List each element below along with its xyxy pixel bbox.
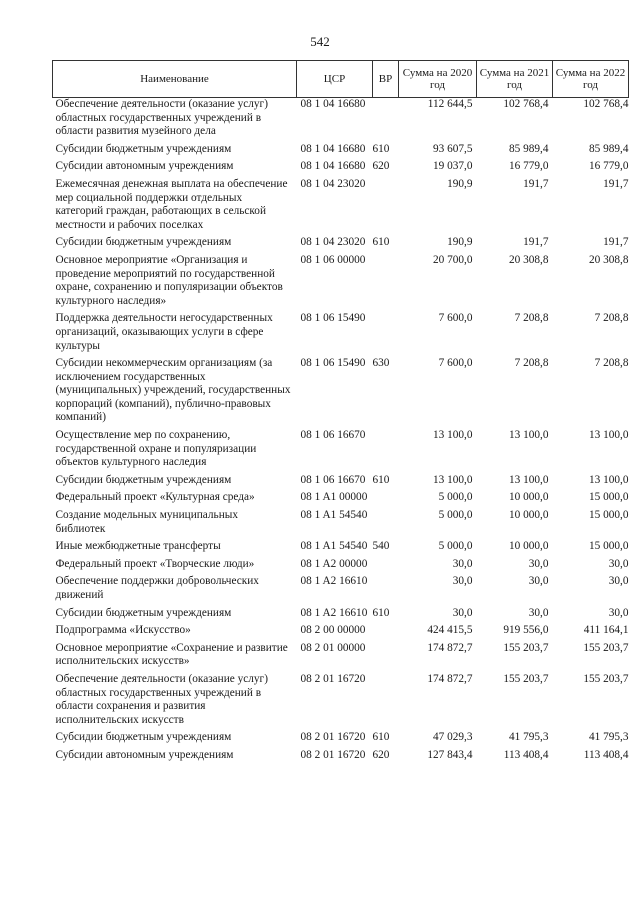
table-row	[53, 236, 629, 254]
cell-sum-2021: 30,0	[528, 575, 549, 588]
table-row	[53, 624, 629, 642]
cell-csr: 08 1 04 23020	[300, 236, 366, 249]
cell-sum-2022: 41 795,3	[588, 731, 629, 744]
table-row	[53, 642, 629, 673]
cell-sum-2021: 191,7	[523, 236, 549, 249]
cell-vr: 610	[372, 236, 390, 249]
cell-sum-2022: 30,0	[608, 557, 629, 570]
table-row	[53, 160, 629, 178]
cell-csr: 08 1 06 16670	[300, 473, 366, 486]
cell-csr: 08 1 04 23020	[300, 177, 366, 190]
cell-sum-2020: 190,9	[447, 177, 473, 190]
cell-sum-2022: 13 100,0	[588, 473, 629, 486]
cell-sum-2021: 30,0	[528, 557, 549, 570]
cell-name: Федеральный проект «Культурная среда»	[55, 491, 255, 504]
cell-sum-2021: 10 000,0	[508, 491, 549, 504]
cell-sum-2020: 127 843,4	[427, 748, 473, 761]
cell-csr: 08 2 01 16720	[300, 672, 366, 685]
table-row	[53, 509, 629, 540]
cell-sum-2020: 30,0	[452, 606, 473, 619]
cell-sum-2021: 20 308,8	[508, 253, 549, 266]
cell-vr: 610	[372, 142, 390, 155]
cell-sum-2022: 30,0	[608, 606, 629, 619]
cell-sum-2020: 424 415,5	[427, 624, 473, 637]
table-row	[53, 558, 629, 576]
cell-sum-2022: 20 308,8	[588, 253, 629, 266]
cell-sum-2022: 15 000,0	[588, 540, 629, 553]
table-row	[53, 312, 629, 357]
cell-csr: 08 1 06 00000	[300, 253, 366, 266]
cell-sum-2021: 30,0	[528, 606, 549, 619]
header-vr: ВР	[373, 61, 399, 98]
cell-csr: 08 1 04 16680	[300, 160, 366, 173]
cell-name: Поддержка деятельности негосударственных организаций, оказывающих услуги в сфере культуры	[55, 312, 273, 352]
cell-sum-2022: 191,7	[603, 177, 629, 190]
cell-sum-2021: 155 203,7	[503, 672, 549, 685]
cell-name: Федеральный проект «Творческие люди»	[55, 557, 255, 570]
cell-sum-2020: 7 600,0	[438, 357, 473, 370]
table-row	[53, 98, 629, 143]
cell-sum-2022: 113 408,4	[583, 748, 629, 761]
cell-name: Осуществление мер по сохранению, государственной охране и популяризации объектов культурного наследия	[55, 429, 257, 469]
table-row	[53, 429, 629, 474]
header-2021: Сумма на 2021 год	[477, 61, 553, 98]
table-row	[53, 673, 629, 731]
cell-sum-2022: 15 000,0	[588, 491, 629, 504]
cell-sum-2020: 5 000,0	[438, 509, 473, 522]
cell-sum-2021: 191,7	[523, 177, 549, 190]
header-name: Наименование	[53, 61, 297, 98]
table-row	[53, 357, 629, 429]
cell-csr: 08 2 01 16720	[300, 731, 366, 744]
cell-sum-2020: 47 029,3	[432, 731, 473, 744]
cell-sum-2021: 919 556,0	[503, 624, 549, 637]
header-csr: ЦСР	[297, 61, 373, 98]
cell-sum-2022: 85 989,4	[588, 142, 629, 155]
cell-sum-2022: 102 768,4	[583, 98, 629, 110]
cell-sum-2021: 102 768,4	[503, 98, 549, 110]
cell-name: Субсидии автономным учреждениям	[55, 160, 234, 173]
cell-sum-2020: 13 100,0	[432, 473, 473, 486]
cell-sum-2021: 113 408,4	[503, 748, 549, 761]
cell-sum-2021: 7 208,8	[514, 312, 549, 325]
cell-csr: 08 1 04 16680	[300, 142, 366, 155]
cell-sum-2022: 155 203,7	[583, 641, 629, 654]
cell-csr: 08 1 A2 16610	[300, 606, 368, 619]
cell-name: Создание модельных муниципальных библиотек	[55, 509, 238, 535]
cell-name: Субсидии бюджетным учреждениям	[55, 606, 232, 619]
cell-sum-2022: 16 779,0	[588, 160, 629, 173]
cell-sum-2022: 411 164,1	[583, 624, 629, 637]
table-row	[53, 731, 629, 749]
cell-name: Обеспечение поддержки добровольческих движений	[55, 575, 259, 601]
cell-sum-2021: 10 000,0	[508, 540, 549, 553]
cell-csr: 08 2 00 00000	[300, 624, 366, 637]
table-row	[53, 178, 629, 236]
cell-name: Ежемесячная денежная выплата на обеспечение мер социальной поддержки отдельных категорий граждан, работающих в сельской местности и рабочих поселках	[55, 177, 288, 231]
cell-sum-2021: 10 000,0	[508, 509, 549, 522]
cell-name: Обеспечение деятельности (оказание услуг) областных государственных учреждений в области развития музейного дела	[55, 98, 268, 138]
cell-vr	[373, 254, 399, 312]
cell-sum-2020: 174 872,7	[427, 672, 473, 685]
cell-sum-2022: 30,0	[608, 575, 629, 588]
table-row	[53, 575, 629, 606]
cell-sum-2021: 16 779,0	[508, 160, 549, 173]
table-row	[53, 474, 629, 492]
cell-csr: 08 1 A1 00000	[300, 491, 368, 504]
cell-csr: 08 1 A1 54540	[300, 509, 368, 522]
cell-vr	[373, 509, 399, 540]
cell-csr: 08 1 A2 00000	[300, 557, 368, 570]
cell-vr: 540	[372, 540, 390, 553]
cell-vr: 620	[372, 748, 390, 761]
cell-name: Субсидии бюджетным учреждениям	[55, 731, 232, 744]
cell-vr	[373, 642, 399, 673]
cell-sum-2020: 30,0	[452, 557, 473, 570]
cell-sum-2021: 155 203,7	[503, 641, 549, 654]
cell-sum-2022: 13 100,0	[588, 429, 629, 442]
cell-csr: 08 1 06 16670	[300, 429, 366, 442]
cell-csr: 08 1 06 15490	[300, 312, 366, 325]
cell-name: Субсидии бюджетным учреждениям	[55, 142, 232, 155]
header-2020: Сумма на 2020 год	[399, 61, 477, 98]
table-row	[53, 491, 629, 509]
cell-name: Субсидии бюджетным учреждениям	[55, 473, 232, 486]
cell-name: Субсидии автономным учреждениям	[55, 748, 234, 761]
cell-csr: 08 1 A2 16610	[300, 575, 368, 588]
cell-sum-2020: 5 000,0	[438, 540, 473, 553]
cell-sum-2020: 13 100,0	[432, 429, 473, 442]
cell-sum-2021: 85 989,4	[508, 142, 549, 155]
cell-vr	[373, 624, 399, 642]
cell-vr	[373, 558, 399, 576]
cell-vr	[373, 491, 399, 509]
cell-vr: 630	[372, 357, 390, 370]
cell-sum-2022: 191,7	[603, 236, 629, 249]
cell-csr: 08 2 01 16720	[300, 748, 366, 761]
cell-sum-2022: 15 000,0	[588, 509, 629, 522]
cell-sum-2021: 41 795,3	[508, 731, 549, 744]
cell-sum-2020: 20 700,0	[432, 253, 473, 266]
table-row	[53, 607, 629, 625]
cell-sum-2020: 190,9	[447, 236, 473, 249]
cell-name: Субсидии бюджетным учреждениям	[55, 236, 232, 249]
cell-vr	[373, 312, 399, 357]
cell-csr: 08 2 01 00000	[300, 641, 366, 654]
cell-vr: 610	[372, 473, 390, 486]
cell-name: Иные межбюджетные трансферты	[55, 540, 221, 553]
cell-name: Основное мероприятие «Сохранение и развитие исполнительских искусств»	[55, 641, 288, 668]
cell-sum-2022: 155 203,7	[583, 672, 629, 685]
table-header-row	[53, 61, 629, 98]
cell-vr	[373, 673, 399, 731]
cell-vr	[373, 98, 399, 143]
cell-vr	[373, 178, 399, 236]
cell-name: Обеспечение деятельности (оказание услуг) областных государственных учреждений в области сохранения и развития исполнительских искусств	[55, 672, 268, 726]
cell-vr: 610	[372, 731, 390, 744]
cell-name: Основное мероприятие «Организация и проведение мероприятий по государственной охране, сохранению и популяризации объектов культурного наследия»	[55, 253, 283, 307]
cell-csr: 08 1 06 15490	[300, 357, 366, 370]
cell-sum-2021: 13 100,0	[508, 429, 549, 442]
cell-name: Субсидии некоммерческим организациям (за исключением государственных (муниципальных) учреждений, государственных корпораций (компаний), публично-правовых компаний)	[55, 357, 291, 424]
cell-csr: 08 1 A1 54540	[300, 540, 368, 553]
cell-sum-2022: 7 208,8	[594, 312, 629, 325]
cell-sum-2022: 7 208,8	[594, 357, 629, 370]
cell-sum-2020: 19 037,0	[432, 160, 473, 173]
cell-csr: 08 1 04 16680	[300, 98, 366, 110]
header-2022: Сумма на 2022 год	[553, 61, 629, 98]
cell-vr	[373, 575, 399, 606]
table-row	[53, 540, 629, 558]
cell-name: Подпрограмма «Искусство»	[55, 624, 191, 637]
table-row	[53, 749, 629, 767]
cell-vr	[373, 429, 399, 474]
cell-sum-2020: 7 600,0	[438, 312, 473, 325]
cell-sum-2020: 93 607,5	[432, 142, 473, 155]
cell-vr: 620	[372, 160, 390, 173]
page-number: 542	[310, 34, 330, 49]
cell-sum-2021: 13 100,0	[508, 473, 549, 486]
table-row	[53, 254, 629, 312]
cell-sum-2021: 7 208,8	[514, 357, 549, 370]
table-row	[53, 143, 629, 161]
cell-sum-2020: 5 000,0	[438, 491, 473, 504]
cell-sum-2020: 112 644,5	[427, 98, 473, 110]
cell-sum-2020: 30,0	[452, 575, 473, 588]
budget-table	[52, 60, 629, 767]
cell-vr: 610	[372, 606, 390, 619]
cell-sum-2020: 174 872,7	[427, 641, 473, 654]
